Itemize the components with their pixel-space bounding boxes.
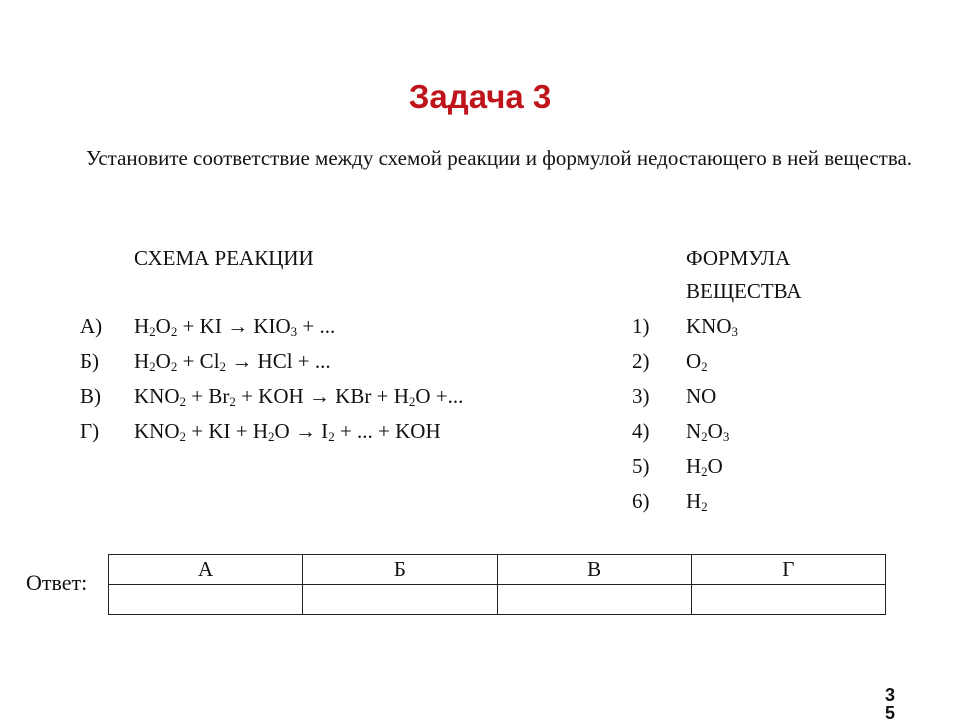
reaction-formula — [134, 416, 441, 446]
formula-formula — [686, 346, 708, 376]
reaction-subscript: 2 — [170, 324, 178, 339]
reaction-text: + Cl — [177, 349, 220, 373]
reaction-subscript: 2 — [408, 394, 416, 409]
answer-cell-b[interactable] — [303, 585, 497, 615]
reaction-text: H — [134, 349, 150, 373]
formula-label: 3) — [632, 384, 650, 408]
reaction-text: O — [155, 349, 171, 373]
reaction-label: Г) — [80, 419, 100, 443]
answer-input-row — [109, 585, 886, 615]
reaction-text: + KOH → KBr + H — [235, 384, 409, 408]
page-number — [880, 686, 900, 722]
reaction-label: А) — [80, 314, 103, 338]
formula-text: O — [707, 454, 723, 478]
task-instruction: Установите соответствие между схемой реакции и формулой недостающего в ней вещества. — [86, 146, 913, 170]
reaction-formula — [134, 346, 331, 376]
reaction-text: O → I — [274, 419, 329, 443]
reaction-text: + ... — [297, 314, 336, 338]
formula-subscript: 3 — [731, 324, 738, 339]
formula-label: 5) — [632, 454, 650, 478]
formula-text: O — [707, 419, 723, 443]
reaction-text: H — [134, 314, 150, 338]
answer-cell-g[interactable] — [691, 585, 885, 615]
formula-text: N — [686, 419, 702, 443]
reaction-text: + KI → KIO — [177, 314, 291, 338]
formula-label: 2) — [632, 349, 650, 373]
formula-text: NO — [686, 384, 717, 408]
reaction-label: Б) — [80, 349, 100, 373]
reaction-subscript: 3 — [290, 324, 298, 339]
reaction-text: O — [155, 314, 171, 338]
reaction-text: + Br — [186, 384, 230, 408]
answer-col-g: Г — [691, 555, 885, 585]
reaction-label: В) — [80, 384, 101, 408]
formula-header-line-1: ФОРМУЛА — [686, 246, 791, 270]
reaction-subscript: 2 — [219, 359, 227, 374]
formula-formula — [686, 381, 716, 411]
reaction-subscript: 2 — [268, 429, 275, 444]
reaction-subscript: 2 — [179, 394, 186, 409]
formula-formula — [686, 416, 729, 446]
formula-header — [686, 242, 802, 308]
page-title: Задача 3 — [408, 78, 552, 115]
formula-formula — [686, 311, 738, 341]
reaction-text: KNO — [134, 384, 180, 408]
formula-formula — [686, 486, 708, 516]
answer-table — [108, 554, 886, 615]
formula-subscript: 2 — [701, 429, 708, 444]
formula-label: 4) — [632, 419, 650, 443]
reaction-subscript: 2 — [179, 429, 186, 444]
formula-text: H — [686, 489, 702, 513]
reaction-formula — [134, 381, 463, 411]
reaction-formula — [134, 311, 335, 341]
formula-header-line-2: ВЕЩЕСТВА — [686, 279, 802, 303]
formula-text: O — [686, 349, 702, 373]
reaction-text: → HCl + ... — [226, 349, 331, 373]
answer-col-b: Б — [303, 555, 497, 585]
formula-label: 6) — [632, 489, 650, 513]
formula-subscript: 2 — [701, 499, 708, 514]
page-number-digit: 5 — [884, 703, 895, 723]
reaction-subscript: 2 — [229, 394, 236, 409]
reaction-text: KNO — [134, 419, 180, 443]
reaction-text: + ... + KOH — [334, 419, 441, 443]
formula-subscript: 2 — [701, 464, 708, 479]
answer-col-v: В — [497, 555, 691, 585]
reaction-subscript: 2 — [149, 359, 156, 374]
answer-col-a: А — [109, 555, 303, 585]
reaction-text: O +... — [415, 384, 464, 408]
formula-text: KNO — [686, 314, 732, 338]
answer-cell-a[interactable] — [109, 585, 303, 615]
reaction-scheme-header: СХЕМА РЕАКЦИИ — [134, 246, 314, 270]
answer-label: Ответ: — [26, 570, 88, 595]
reaction-subscript: 2 — [170, 359, 178, 374]
answer-cell-v[interactable] — [497, 585, 691, 615]
reaction-subscript: 2 — [328, 429, 335, 444]
answer-header-row — [109, 555, 886, 585]
formula-subscript: 2 — [701, 359, 708, 374]
formula-formula — [686, 451, 723, 481]
reaction-text: + KI + H — [186, 419, 269, 443]
formula-label: 1) — [632, 314, 650, 338]
reaction-subscript: 2 — [149, 324, 156, 339]
formula-text: H — [686, 454, 702, 478]
formula-subscript: 3 — [722, 429, 730, 444]
page-number-digit: 3 — [884, 685, 895, 705]
